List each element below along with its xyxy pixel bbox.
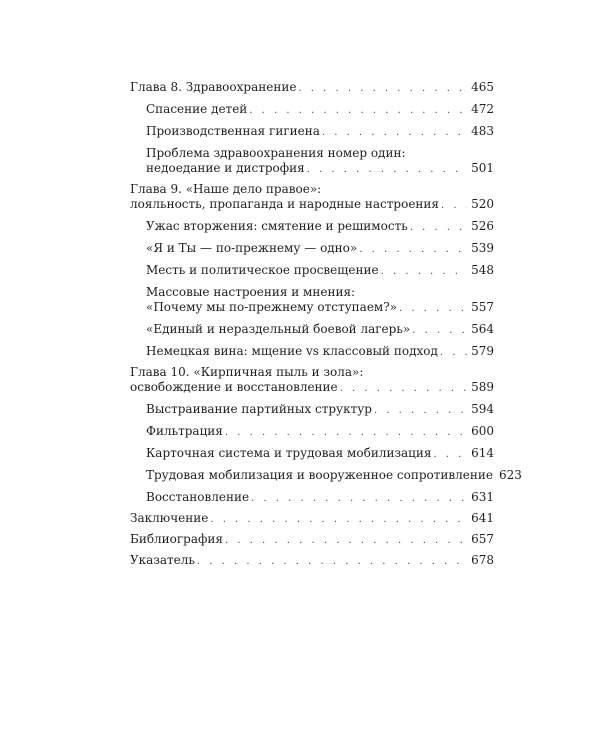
toc-entry	[130, 322, 494, 338]
toc-page-number: 548	[471, 263, 494, 277]
toc-entry-title: «Я и Ты — по-прежнему — одно»	[146, 241, 358, 255]
toc-page-number: 526	[471, 219, 494, 233]
toc-entry-title: Фильтрация	[146, 424, 223, 438]
dot-leader	[197, 554, 467, 569]
toc-page-number: 579	[471, 344, 494, 358]
dot-leader	[307, 162, 467, 177]
toc-entry-title: освобождение и восстановление	[130, 380, 338, 394]
dot-leader	[374, 403, 467, 418]
toc-entry-title: Трудовая мобилизация и вооруженное сопротивление	[146, 468, 493, 482]
dot-leader	[249, 103, 467, 118]
dot-leader	[298, 81, 467, 96]
dot-leader	[412, 323, 467, 338]
dot-leader	[340, 381, 467, 396]
toc-page-number: 631	[471, 490, 494, 504]
toc-entry-title: лояльность, пропаганда и народные настроения	[130, 197, 439, 211]
toc-entry-title: Спасение детей	[146, 102, 248, 116]
toc-entry-title: Производственная гигиена	[146, 124, 320, 138]
toc-entry	[130, 102, 494, 118]
toc-page-number: 564	[471, 322, 494, 336]
toc-page-number: 600	[471, 424, 494, 438]
dot-leader	[210, 512, 467, 527]
toc-entry-title-line: Массовые настроения и мнения:	[146, 285, 356, 299]
dot-leader	[225, 425, 467, 440]
toc-entry	[130, 285, 494, 316]
table-of-contents	[130, 80, 522, 569]
toc-entry	[130, 532, 494, 548]
toc-page-number: 472	[471, 102, 494, 116]
toc-entry-title-line: Глава 9. «Наше дело правое»:	[130, 182, 322, 196]
toc-entry	[130, 263, 494, 279]
toc-entry	[130, 124, 494, 140]
dot-leader	[322, 125, 467, 140]
toc-page-number: 641	[471, 511, 494, 525]
toc-entry-title: Выстраивание партийных структур	[146, 402, 372, 416]
toc-entry-title: «Единый и нераздельный боевой лагерь»	[146, 322, 411, 336]
toc-entry-title: Указатель	[130, 553, 195, 567]
toc-entry	[130, 468, 522, 484]
toc-entry	[130, 146, 494, 177]
toc-entry	[130, 490, 494, 506]
toc-entry-title: Восстановление	[146, 490, 250, 504]
toc-entry-title: Глава 8. Здравоохранение	[130, 80, 297, 94]
toc-page-number: 501	[471, 161, 494, 175]
toc-page-number: 678	[471, 553, 494, 567]
dot-leader	[359, 242, 467, 257]
toc-entry-title: Немецкая вина: мщение vs классовый подход	[146, 344, 438, 358]
toc-page-number: 520	[471, 197, 494, 211]
toc-entry	[130, 402, 494, 418]
toc-entry	[130, 424, 494, 440]
toc-entry-title: Заключение	[130, 511, 209, 525]
toc-page-number: 657	[471, 532, 494, 546]
toc-entry	[130, 182, 494, 213]
dot-leader	[441, 198, 467, 213]
toc-entry	[130, 219, 494, 235]
toc-page-number: 623	[498, 468, 522, 482]
toc-entry-title: Библиография	[130, 532, 223, 546]
toc-entry-title: «Почему мы по-прежнему отступаем?»	[146, 300, 398, 314]
toc-entry	[130, 80, 494, 96]
dot-leader	[225, 533, 467, 548]
toc-entry-title: Ужас вторжения: смятение и решимость	[146, 219, 408, 233]
toc-page-number: 539	[471, 241, 494, 255]
dot-leader	[410, 220, 467, 235]
toc-page-number: 614	[471, 446, 494, 460]
toc-entry-title-line: Проблема здравоохранения номер один:	[146, 146, 406, 160]
toc-page-number: 483	[471, 124, 494, 138]
toc-entry-title: Месть и политическое просвещение	[146, 263, 379, 277]
toc-entry-title: Карточная система и трудовая мобилизация	[146, 446, 432, 460]
dot-leader	[440, 345, 467, 360]
dot-leader	[399, 301, 467, 316]
toc-page-number: 589	[471, 380, 494, 394]
toc-page-number: 465	[471, 80, 494, 94]
dot-leader	[433, 447, 467, 462]
toc-page-number: 594	[471, 402, 494, 416]
toc-entry-title-line: Глава 10. «Кирпичная пыль и зола»:	[130, 365, 364, 379]
toc-page-number: 557	[471, 300, 494, 314]
toc-entry	[130, 446, 494, 462]
toc-entry	[130, 365, 494, 396]
toc-entry	[130, 511, 494, 527]
dot-leader	[381, 264, 467, 279]
toc-entry-title: недоедание и дистрофия	[146, 161, 305, 175]
toc-entry	[130, 344, 494, 360]
toc-entry	[130, 241, 494, 257]
dot-leader	[251, 491, 467, 506]
toc-entry	[130, 553, 494, 569]
